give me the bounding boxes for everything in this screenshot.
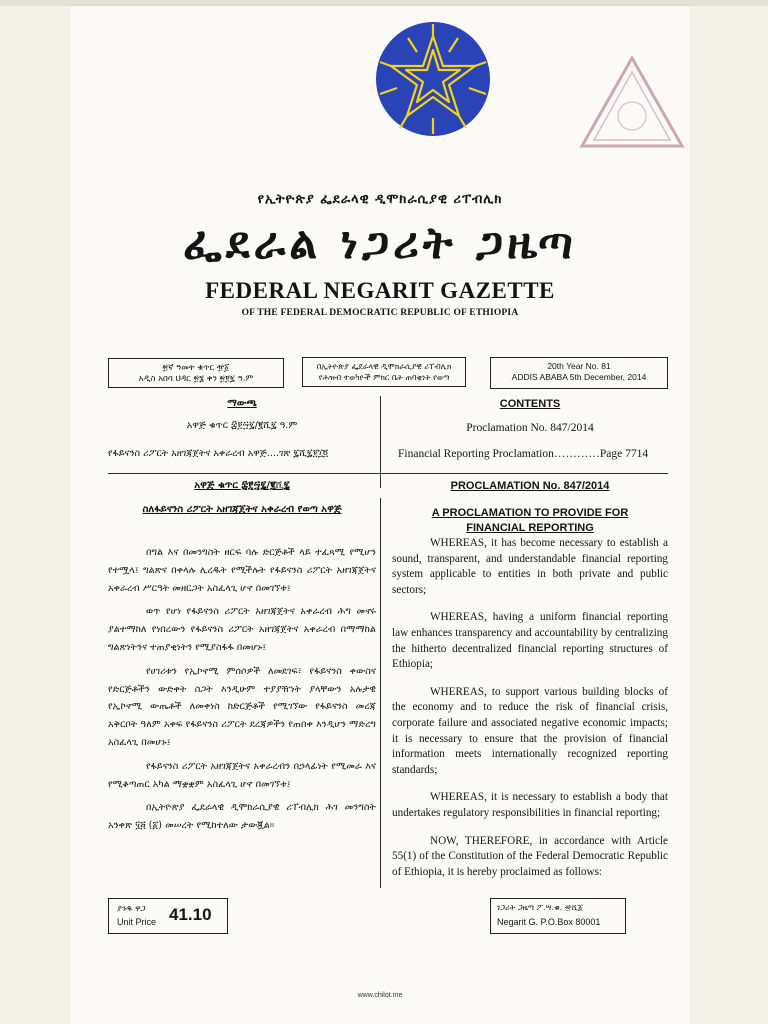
publisher-info-box [302,357,466,387]
unit-price-box [108,898,228,934]
gazette-subtitle-english: OF THE FEDERAL DEMOCRATIC REPUBLIC OF ETHIOPIA [241,308,519,318]
amharic-paragraph-3: የሀገሪቱን የኢኮኖሚ ምሰሶዎች ለመደገፍ፣ የፋይናንስ ቀውስና የድርጅቶችን ውድቀት ስጋት እንዲሁም ተያያዥነት ያላቸውን አሉታዊ የኢኮኖሚ ውጤቶች ለመቀነስ ከድርጅቶች የሚገኘው የፋይናንስ መረጃ አቅርቦት ዓለም አቀፍ የፋይናንስ ሪፖርት ደረጃዎችን የጠበቀ እንዲሆን ማድረግ አስፈላጊ በመሆኑ፤ [108,665,376,748]
publisher-line-1: በኢትዮጵያ ፌደራላዊ ዲሞክራሲያዊ ሪፐብሊክ [316,362,452,371]
english-preamble [392,536,668,880]
publisher-line-2: የሕዝብ ተወካዮች ምክር ቤት ጠባቂነት የወጣ [318,373,450,382]
proclamation-title-english [392,506,668,536]
amharic-paragraph-1: በግል እና በመንግስት ዘርፍ ባሉ ድርጅቶች ላይ ተፈጻሚ የሚሆን የተሟላ፤ ግልጽና በቀላሉ ሊረዱት የሚችሉት የፋይናንስ ሪፖርት አዘገጃጀትና አቀራረብ ሥርዓት መዘርጋት አስፈላጊ ሆኖ በመገኘቱ፤ [108,547,376,594]
po-box-amharic: ነጋሪት ጋዜጣ ፖ.ሣ.ቁ. ፹ሺ፩ [497,903,583,912]
contents-heading-amharic: ማውጫ [227,398,257,409]
issue-date-english: ADDIS ABABA 5th December, 2014 [511,372,647,382]
toc-proclamation-number-amharic: አዋጅ ቁጥር ፰፻፵፯/፪ሺ፯ ዓ.ም [186,420,298,431]
issue-date-amharic: አዲስ አበባ ህዳር ፳፮ ቀን ፳፻፯ ዓ.ም [138,374,254,384]
po-box-info [490,898,626,934]
column-divider-lower [380,498,381,888]
proclamation-title-line-1: A PROCLAMATION TO PROVIDE FOR [431,507,629,519]
issue-info-amharic-box [108,358,284,388]
proclamation-number-amharic: አዋጅ ቁጥር ፰፻፵፯/፪ሺ፯ [194,480,290,491]
toc-proclamation-number-english: Proclamation No. 847/2014 [466,422,594,434]
amharic-paragraph-2: ወጥ የሆነ የፋይናንስ ሪፖርት አዘገጃጀትና አቀራረብ ሕግ መኖሩ ያልተማከለ የነበረውን የፋይናንስ ሪፖርት አዘገጃጀትና አቀራረብ በማማከል ግልጽነትንና ተጠያቂነትን የሚያስፋፋ በመሆኑ፤ [108,606,376,653]
gazette-title-english: FEDERAL NEGARIT GAZETTE [205,278,555,303]
proclamation-number-english: PROCLAMATION No. 847/2014 [450,480,610,492]
issue-year-number-amharic: ፳ኛ ዓመት ቁጥር ፹፩ [162,363,230,373]
english-paragraph-5: NOW, THEREFORE, in accordance with Article 55(1) of the Constitution of the Federal Democratic Republic of Ethiopia, it is hereby proclaimed as follows: [392,834,668,878]
amharic-preamble [108,544,376,835]
english-paragraph-2: WHEREAS, having a uniform financial reporting law enhances transparency and accountability by centralizing the hitherto decentralized financial reporting structures of Ethiopia; [392,611,668,671]
issue-year-number-english: 20th Year No. 81 [547,361,611,371]
contents-heading-english: CONTENTS [499,398,561,410]
contents-separator-line [108,473,668,474]
ethiopian-emblem-icon [374,20,492,138]
republic-name-amharic: የኢትዮጵያ ፌደራላዊ ዲሞክራሲያዊ ሪፐብሊክ [257,192,503,207]
unit-price-value: 41.10 [169,905,212,924]
amharic-paragraph-4: የፋይናንስ ሪፖርት አዘገጃጀትና አቀራረብን በኃላፊነት የሚመራ እና የሚቆጣጠር አካል ማቋቋም አስፈላጊ ሆኖ በመገኘቱ፤ [108,760,376,790]
english-paragraph-4: WHEREAS, it is necessary to establish a body that undertakes regulatory responsibilities in financial reporting; [392,791,668,819]
english-paragraph-1: WHEREAS, it has become necessary to establish a sound, transparent, and understandable financial reporting system applicable to entities in both private and public sectors; [392,537,668,596]
proclamation-title-line-2: FINANCIAL REPORTING [466,522,594,534]
amharic-paragraph-5: በኢትዮጵያ ፌደራላዊ ዲሞክራሲያዊ ሪፐብሊክ ሕገ መንግስት አንቀጽ ፶፭ (፩) መሠረት የሚከተለው ታውጇል። [108,802,376,832]
english-paragraph-3: WHEREAS, to support various building blocks of the economy and to reduce the risk of financial crisis, corporate failure and associated negative economic impacts; it is necessary to ensure that the provision of financial information meets internationally recognized reporting standards; [392,685,668,776]
footer-url-link[interactable]: www.chilot.me [357,992,403,999]
toc-entry-amharic: የፋይናንስ ሪፖርት አዘገጃጀትና አቀራረብ አዋጅ....ገጽ ፯ሺ፯፻፲፬ [108,448,329,459]
gazette-title-amharic: ፌደራል ነጋሪት ጋዜጣ [183,218,577,269]
unit-price-label-amharic: ያንዱ ዋጋ [117,904,146,913]
toc-entry-english: Financial Reporting Proclamation…………Page 7714 [398,448,649,460]
unit-price-label-english: Unit Price [117,917,157,927]
proclamation-title-amharic: ስለፋይናንስ ሪፖርት አዘገጃጀትና አቀራረብ የወጣ አዋጅ [142,504,342,515]
issue-info-english-box [490,357,668,389]
gazette-page [70,6,690,1024]
po-box-english: Negarit G. P.O.Box 80001 [497,917,601,927]
triangular-stamp-seal-icon [578,54,688,154]
